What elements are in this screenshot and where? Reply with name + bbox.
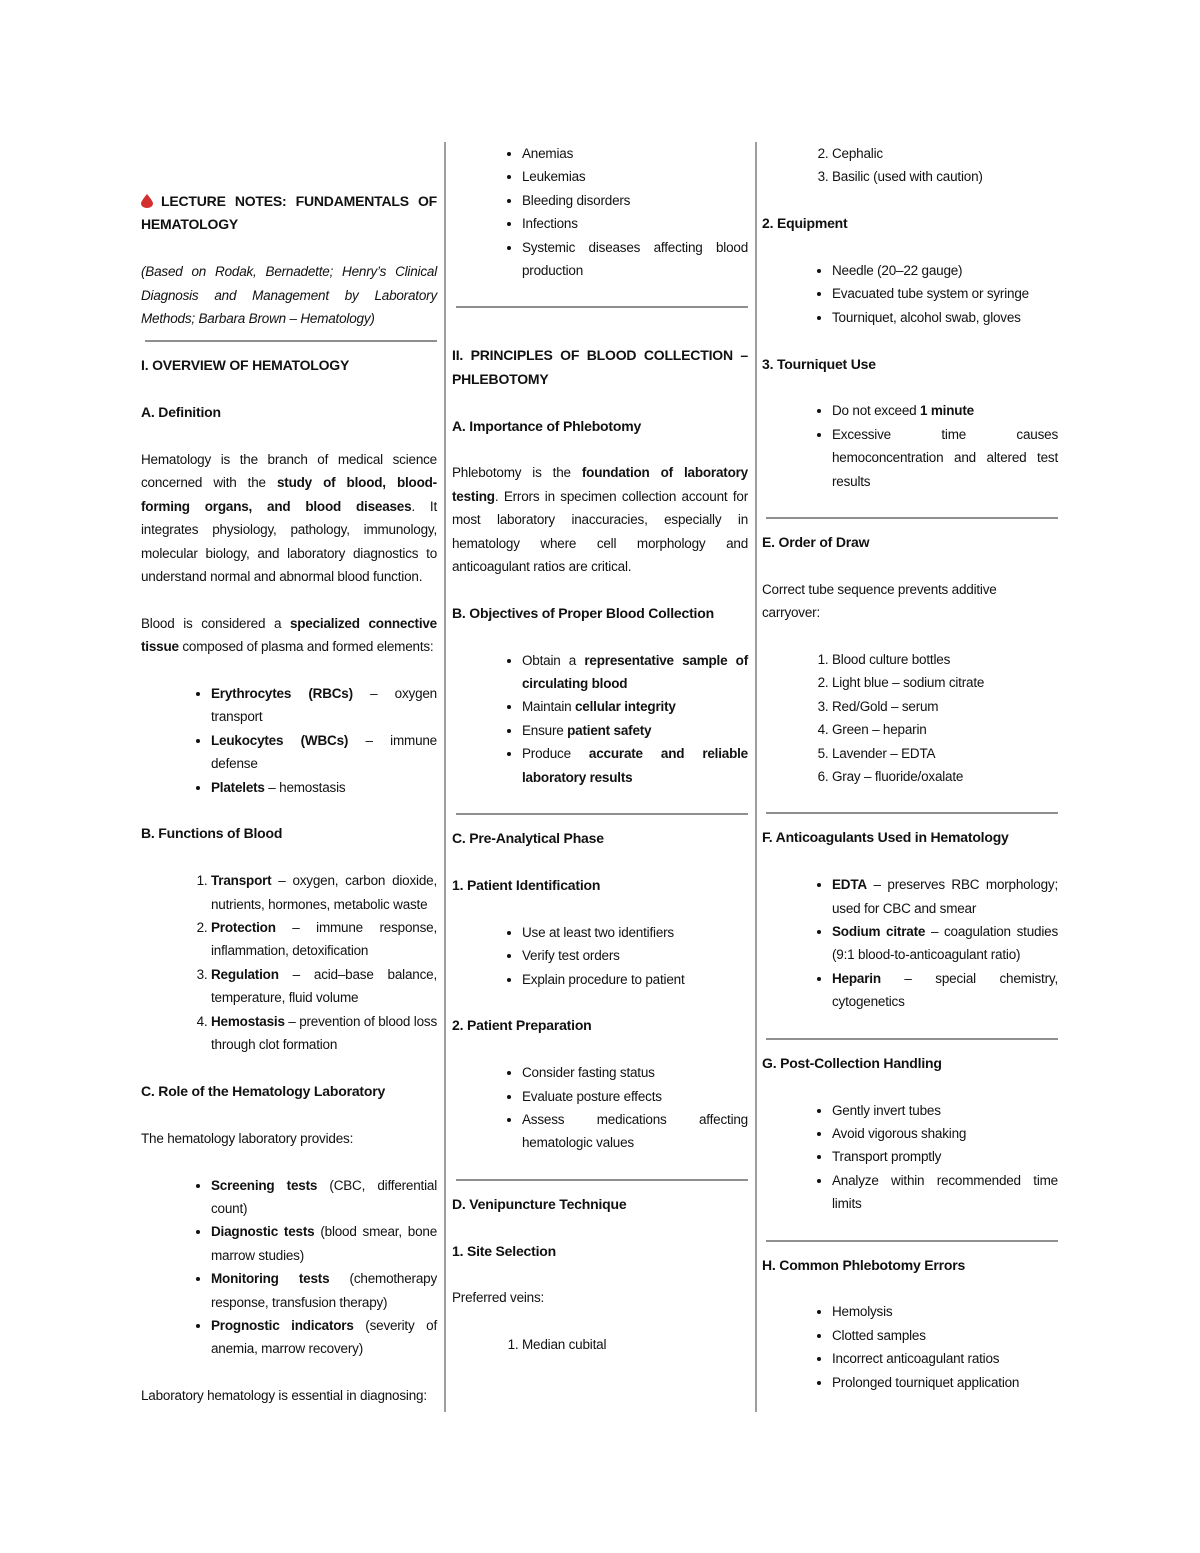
list-item: • Excessive time causes hemoconcentration and altered test results — [832, 423, 1058, 493]
section-divider — [766, 812, 1058, 814]
functions-list — [141, 869, 437, 1056]
phlebotomy-paragraph: Phlebotomy is the foundation of laboratory testing. Errors in specimen collection account for most laboratory inaccuracies, especially in hematology where cell morphology and anticoagulant ratios are critical. — [452, 465, 748, 575]
list-item: • Needle (20–22 gauge) — [832, 259, 1058, 282]
list-item: • Prognostic indicators (severity of anemia, marrow recovery) — [211, 1314, 437, 1361]
subsection-heading: 3. Tourniquet Use — [762, 355, 876, 372]
list-item: • Do not exceed 1 minute — [832, 399, 1058, 422]
order-of-draw-list — [762, 648, 1058, 788]
list-item: • Erythrocytes (RBCs) – oxygen transport — [211, 682, 437, 729]
list-item: • Leukemias — [522, 165, 748, 188]
list-item: 5. Lavender – EDTA — [832, 742, 1058, 765]
section-heading: I. OVERVIEW OF HEMATOLOGY — [141, 357, 350, 374]
list-item: 3. Basilic (used with caution) — [832, 165, 1058, 188]
subsection-heading: B. Functions of Blood — [141, 825, 283, 842]
list-item: • Incorrect anticoagulant ratios — [832, 1347, 1058, 1370]
list-item: 6. Gray – fluoride/oxalate — [832, 765, 1058, 788]
subsection-heading: 1. Site Selection — [452, 1242, 556, 1259]
list-item: • Hemolysis — [832, 1300, 1058, 1323]
subsection-heading: 1. Patient Identification — [452, 876, 601, 893]
section-divider — [766, 1240, 1058, 1242]
list-item: • Clotted samples — [832, 1324, 1058, 1347]
list-item: • Analyze within recommended time limits — [832, 1169, 1058, 1216]
column-1 — [141, 142, 437, 1413]
list-item: • Explain procedure to patient — [522, 968, 748, 991]
list-item: 4. Green – heparin — [832, 718, 1058, 741]
list-item: • Tourniquet, alcohol swab, gloves — [832, 306, 1058, 329]
list-item: • Ensure patient safety — [522, 719, 748, 742]
veins-list — [452, 1333, 748, 1356]
list-item: 4. Hemostasis – prevention of blood loss through clot formation — [211, 1010, 437, 1057]
column-divider — [755, 142, 757, 1412]
list-item: • Monitoring tests (chemotherapy response, transfusion therapy) — [211, 1267, 437, 1314]
list-item: • Verify test orders — [522, 944, 748, 967]
paragraph: Correct tube sequence prevents additive carryover: — [762, 581, 997, 621]
subsection-heading: D. Venipuncture Technique — [452, 1195, 627, 1212]
list-item: 2. Cephalic — [832, 142, 1058, 165]
section-divider — [766, 1038, 1058, 1040]
document-title: LECTURE NOTES: FUNDAMENTALS OF HEMATOLOGY — [141, 193, 437, 233]
diagnoses-list — [452, 142, 748, 282]
list-item: 1. Median cubital — [522, 1333, 748, 1356]
column-2 — [452, 142, 748, 1413]
list-item: 3. Regulation – acid–base balance, temperature, fluid volume — [211, 963, 437, 1010]
list-item: 3. Red/Gold – serum — [832, 695, 1058, 718]
formed-elements-list — [141, 682, 437, 799]
list-item: • Infections — [522, 212, 748, 235]
list-item: • Bleeding disorders — [522, 189, 748, 212]
list-item: • Use at least two identifiers — [522, 921, 748, 944]
section-divider — [456, 1179, 748, 1181]
list-item: • Systemic diseases affecting blood production — [522, 236, 748, 283]
list-item: • Obtain a representative sample of circulating blood — [522, 649, 748, 696]
list-item: • Gently invert tubes — [832, 1099, 1058, 1122]
list-item: • EDTA – preserves RBC morphology; used for CBC and smear — [832, 873, 1058, 920]
list-item: • Diagnostic tests (blood smear, bone marrow studies) — [211, 1220, 437, 1267]
column-divider — [444, 142, 446, 1412]
list-item: • Screening tests (CBC, differential count) — [211, 1174, 437, 1221]
subsection-heading: 2. Equipment — [762, 215, 848, 232]
section-divider — [456, 813, 748, 815]
subsection-heading: C. Role of the Hematology Laboratory — [141, 1082, 386, 1099]
list-item: • Avoid vigorous shaking — [832, 1122, 1058, 1145]
paragraph: The hematology laboratory provides: — [141, 1130, 354, 1146]
subsection-heading: E. Order of Draw — [762, 534, 870, 551]
list-item: • Consider fasting status — [522, 1061, 748, 1084]
list-item: • Platelets – hemostasis — [211, 776, 437, 799]
list-item: • Leukocytes (WBCs) – immune defense — [211, 729, 437, 776]
section-divider — [145, 340, 437, 342]
column-3 — [762, 142, 1058, 1413]
list-item: 1. Blood culture bottles — [832, 648, 1058, 671]
section-divider — [456, 306, 748, 308]
blood-drop-icon — [141, 194, 153, 208]
list-item: • Transport promptly — [832, 1145, 1058, 1168]
anticoagulants-list — [762, 873, 1058, 1013]
objectives-list — [452, 649, 748, 789]
subsection-heading: C. Pre-Analytical Phase — [452, 830, 604, 847]
identification-list — [452, 921, 748, 991]
list-item: • Anemias — [522, 142, 748, 165]
definition-paragraph: Hematology is the branch of medical science concerned with the study of blood, blood-forming organs, and blood diseases. It integrates physiology, pathology, immunology, molecular biology, and laboratory diagnostics to understand normal and abnormal blood function. — [141, 452, 437, 585]
list-item: 2. Protection – immune response, inflammation, detoxification — [211, 916, 437, 963]
subsection-heading: H. Common Phlebotomy Errors — [762, 1256, 966, 1273]
list-item: • Produce accurate and reliable laboratory results — [522, 742, 748, 789]
list-item: • Prolonged tourniquet application — [832, 1371, 1058, 1394]
preparation-list — [452, 1061, 748, 1155]
subsection-heading: A. Importance of Phlebotomy — [452, 417, 642, 434]
paragraph: Preferred veins: — [452, 1290, 545, 1306]
list-item: 2. Light blue – sodium citrate — [832, 671, 1058, 694]
tourniquet-list — [762, 399, 1058, 493]
lab-roles-list — [141, 1174, 437, 1361]
list-item: • Evaluate posture effects — [522, 1085, 748, 1108]
errors-list — [762, 1300, 1058, 1394]
subsection-heading: F. Anticoagulants Used in Hematology — [762, 829, 1009, 846]
paragraph: Laboratory hematology is essential in diagnosing: — [141, 1388, 427, 1404]
blood-paragraph: Blood is considered a specialized connective tissue composed of plasma and formed elements: — [141, 615, 437, 655]
subsection-heading: G. Post-Collection Handling — [762, 1054, 942, 1071]
subsection-heading: 2. Patient Preparation — [452, 1017, 592, 1034]
post-collection-list — [762, 1099, 1058, 1216]
section-heading: II. PRINCIPLES OF BLOOD COLLECTION – PHLEBOTOMY — [452, 347, 748, 387]
source-citation: (Based on Rodak, Bernadette; Henry’s Clinical Diagnosis and Management by Laboratory Methods; Barbara Brown – Hematology) — [141, 264, 437, 327]
list-item: • Maintain cellular integrity — [522, 695, 748, 718]
subsection-heading: A. Definition — [141, 404, 221, 421]
list-item: 1. Transport – oxygen, carbon dioxide, nutrients, hormones, metabolic waste — [211, 869, 437, 916]
list-item: • Sodium citrate – coagulation studies (9:1 blood-to-anticoagulant ratio) — [832, 920, 1058, 967]
list-item: • Heparin – special chemistry, cytogenetics — [832, 967, 1058, 1014]
equipment-list — [762, 259, 1058, 329]
list-item: • Assess medications affecting hematologic values — [522, 1108, 748, 1155]
subsection-heading: B. Objectives of Proper Blood Collection — [452, 604, 714, 621]
list-item: • Evacuated tube system or syringe — [832, 282, 1058, 305]
section-divider — [766, 517, 1058, 519]
veins-list-continued — [762, 142, 1058, 189]
